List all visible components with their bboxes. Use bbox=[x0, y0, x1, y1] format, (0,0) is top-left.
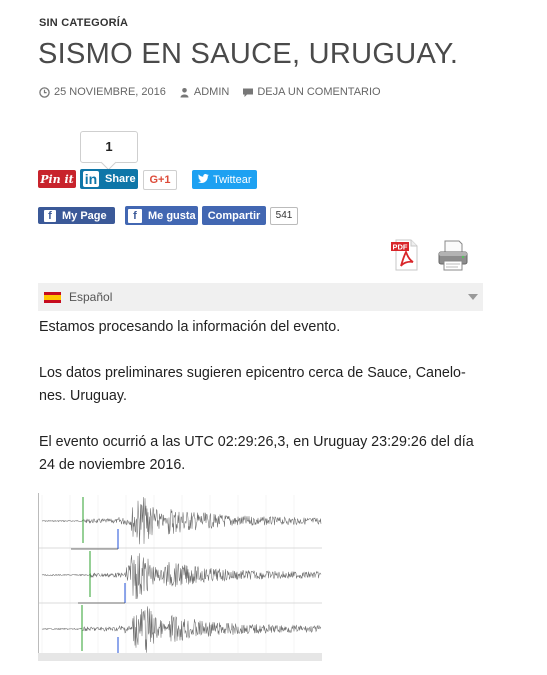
facebook-page-button[interactable] bbox=[38, 207, 115, 224]
post-date-text: 25 NOVIEMBRE, 2016 bbox=[54, 86, 166, 98]
comment-link-text: DEJA UN COMENTARIO bbox=[257, 86, 381, 98]
facebook-page-label: My Page bbox=[62, 209, 107, 222]
content-paragraph-2-line-2: nes. Uruguay. bbox=[39, 388, 127, 404]
content-paragraph-3-line-1: El evento ocurrió a las UTC 02:29:26,3, en Uruguay 23:29:26 del día bbox=[39, 434, 474, 450]
linkedin-icon: in bbox=[84, 171, 98, 187]
post-date[interactable] bbox=[39, 86, 166, 98]
twitter-button[interactable] bbox=[192, 170, 257, 189]
seismogram-time-axis bbox=[38, 653, 322, 661]
chevron-down-icon bbox=[468, 294, 478, 300]
svg-text:PDF: PDF bbox=[392, 242, 408, 252]
post-author[interactable] bbox=[179, 86, 229, 98]
linkedin-share-button[interactable] bbox=[80, 169, 138, 189]
seismogram-image bbox=[38, 493, 322, 661]
content-paragraph-3 bbox=[39, 431, 479, 477]
printer-icon[interactable] bbox=[436, 238, 470, 272]
comment-link[interactable] bbox=[242, 86, 380, 98]
linkedin-share-label: Share bbox=[105, 173, 136, 185]
facebook-like-button[interactable] bbox=[125, 206, 198, 225]
twitter-label: Twittear bbox=[213, 173, 252, 186]
content-paragraph-2 bbox=[39, 362, 479, 408]
linkedin-share-count: 1 bbox=[80, 131, 138, 163]
facebook-icon: f bbox=[128, 209, 142, 223]
pdf-file-icon[interactable] bbox=[390, 239, 422, 271]
pinterest-button[interactable]: Pin it bbox=[38, 170, 76, 188]
post-meta bbox=[39, 86, 394, 98]
spain-flag-icon bbox=[44, 292, 61, 303]
post-author-text: ADMIN bbox=[193, 86, 230, 98]
content-paragraph-3-line-2: 24 de noviembre 2016. bbox=[39, 457, 186, 473]
user-icon bbox=[179, 87, 190, 98]
post-title: SISMO EN SAUCE, URUGUAY. bbox=[38, 38, 459, 70]
twitter-bird-icon bbox=[198, 174, 209, 186]
language-selector[interactable] bbox=[38, 283, 483, 311]
comment-icon bbox=[242, 87, 253, 98]
facebook-icon: f bbox=[44, 210, 56, 222]
facebook-like-label: Me gusta bbox=[148, 209, 196, 222]
facebook-share-count: 541 bbox=[270, 207, 298, 225]
clock-icon bbox=[39, 87, 50, 98]
google-plus-button[interactable]: G+1 bbox=[143, 170, 177, 190]
post-category[interactable]: SIN CATEGORÍA bbox=[39, 17, 129, 29]
content-paragraph-2-line-1: Los datos preliminares sugieren epicentro cerca de Sauce, Canelo- bbox=[39, 365, 466, 381]
content-paragraph-1: Estamos procesando la información del evento. bbox=[39, 319, 341, 335]
language-label: Español bbox=[69, 290, 113, 304]
facebook-share-button[interactable]: Compartir bbox=[202, 206, 266, 225]
